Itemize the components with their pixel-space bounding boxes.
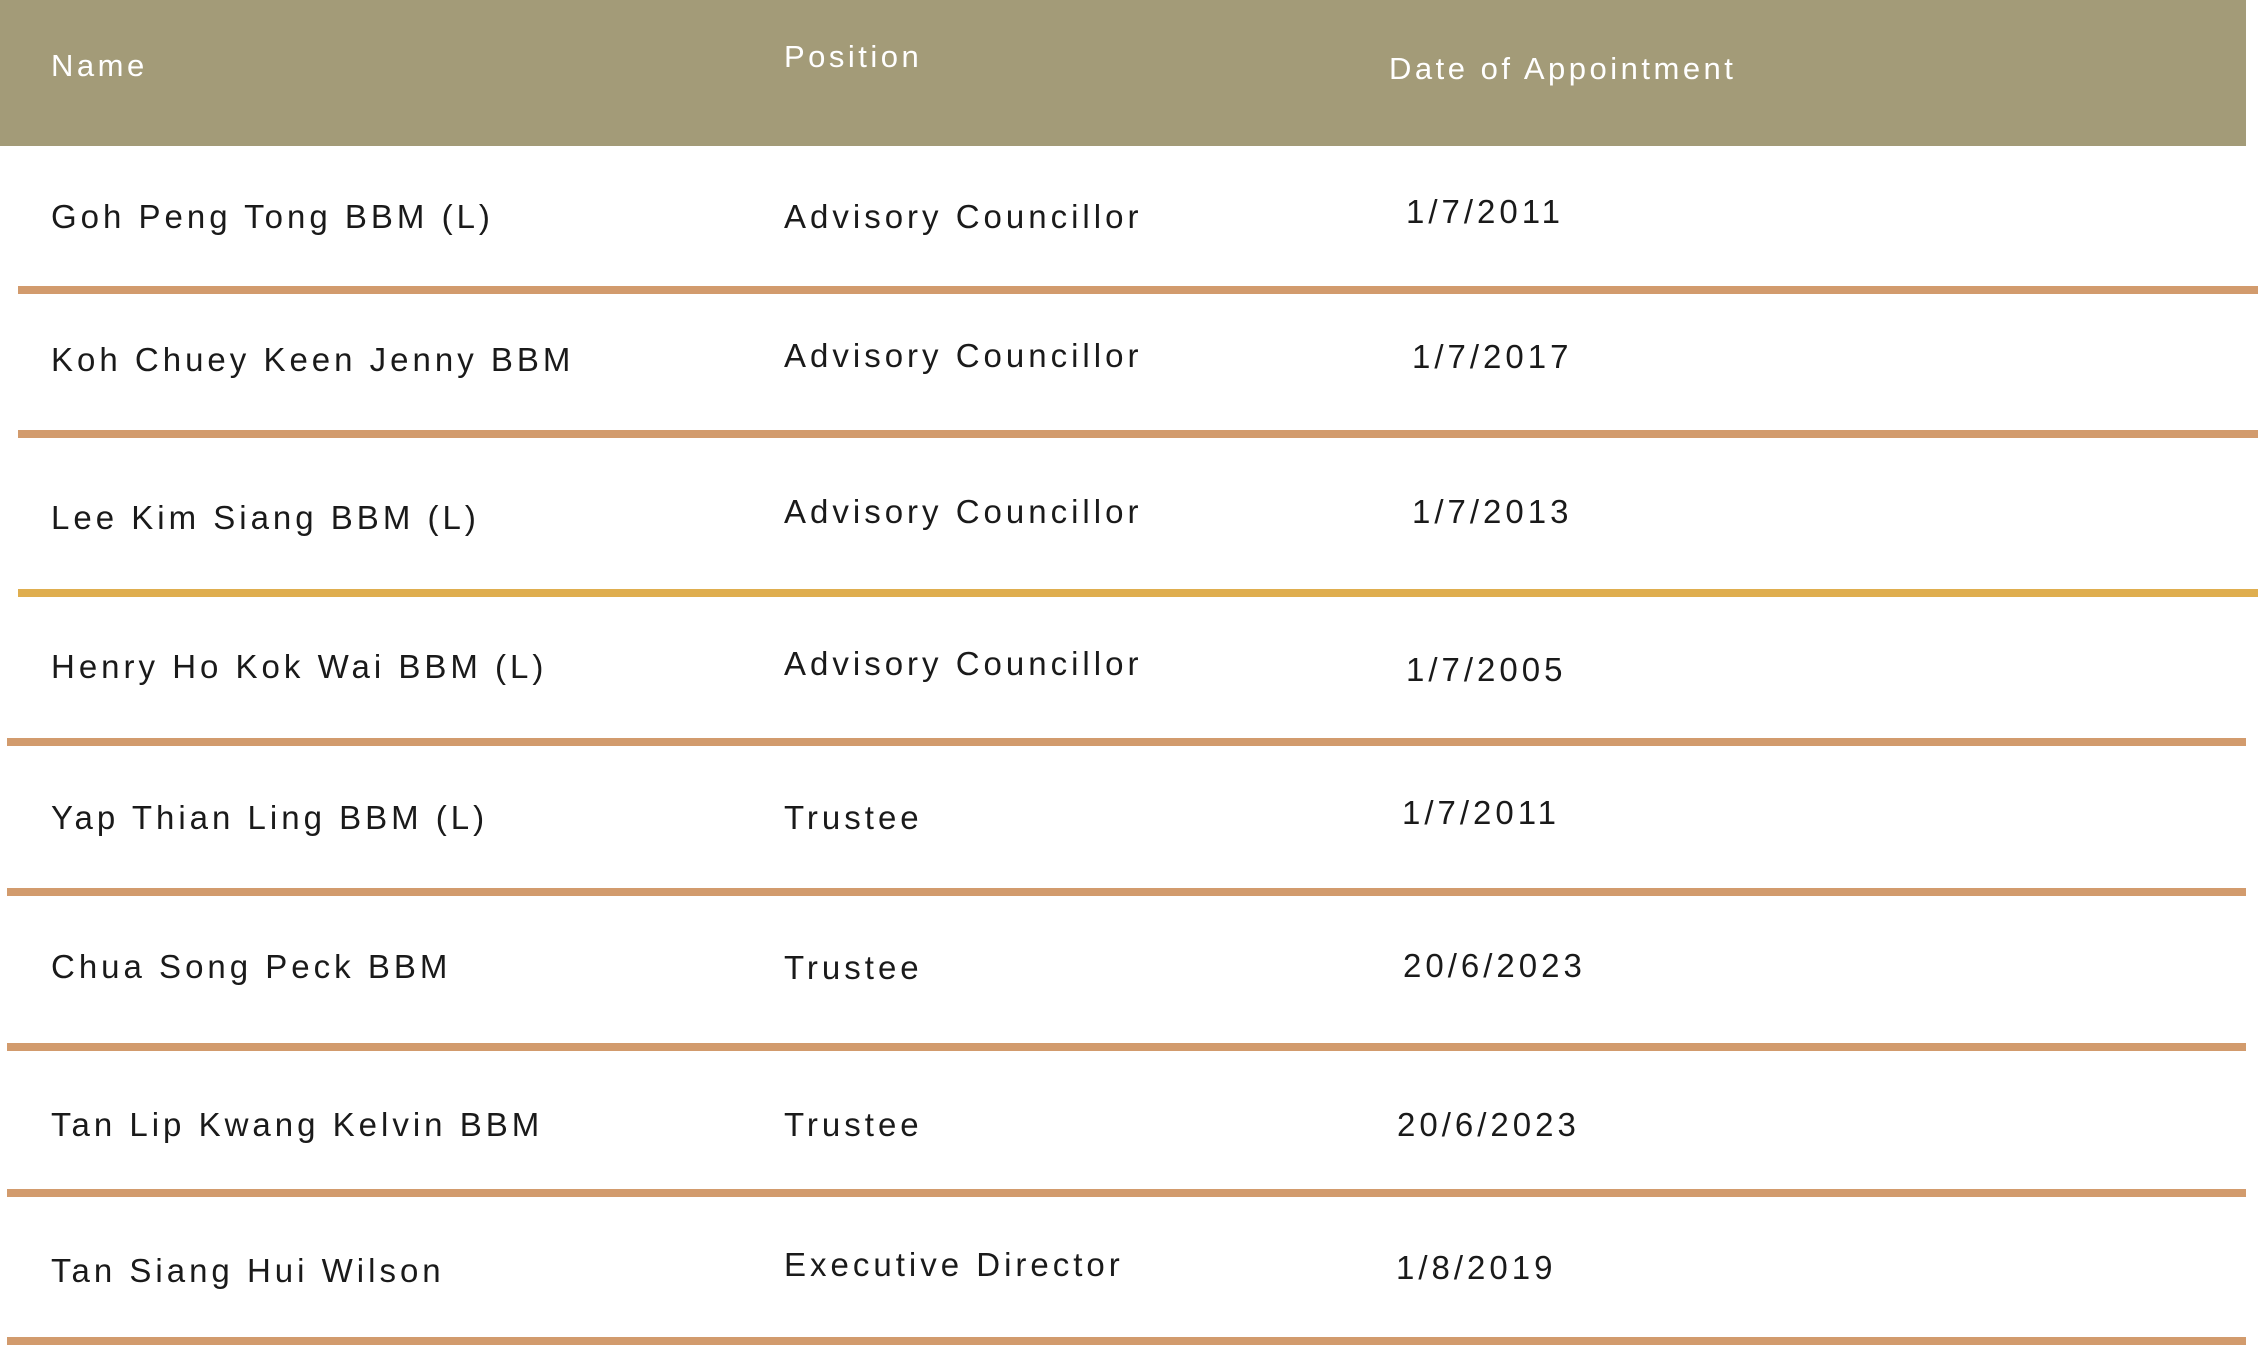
table-row-name: Chua Song Peck BBM — [51, 948, 452, 985]
table-row-date: 20/6/2023 — [1403, 947, 1586, 984]
row-divider — [7, 1337, 2246, 1345]
table-row-date: 1/7/2011 — [1402, 794, 1561, 831]
table-row-name: Tan Lip Kwang Kelvin BBM — [51, 1106, 544, 1143]
table-row-position: Trustee — [784, 799, 923, 836]
table-row-name: Goh Peng Tong BBM (L) — [51, 198, 494, 235]
row-divider — [7, 1043, 2246, 1051]
header-date-of-appointment: Date of Appointment — [1389, 51, 1737, 86]
row-divider — [18, 430, 2258, 438]
header-position: Position — [784, 39, 923, 74]
table-row-date: 1/8/2019 — [1396, 1249, 1557, 1286]
table-row-date: 1/7/2013 — [1412, 493, 1573, 530]
table-row-date: 20/6/2023 — [1397, 1106, 1580, 1143]
table-row-date: 1/7/2005 — [1406, 651, 1567, 688]
table-row-position: Advisory Councillor — [784, 493, 1143, 530]
table-row-name: Koh Chuey Keen Jenny BBM — [51, 341, 575, 378]
row-divider — [18, 286, 2258, 294]
row-divider — [7, 738, 2246, 746]
table-row-position: Advisory Councillor — [784, 645, 1143, 682]
row-divider-accent — [18, 589, 2258, 597]
table-row-date: 1/7/2011 — [1406, 193, 1565, 230]
table-row-name: Lee Kim Siang BBM (L) — [51, 499, 480, 536]
row-divider — [7, 888, 2246, 896]
row-divider — [7, 1189, 2246, 1197]
table-row-name: Henry Ho Kok Wai BBM (L) — [51, 648, 548, 685]
table-row-date: 1/7/2017 — [1412, 338, 1573, 375]
header-name: Name — [51, 48, 148, 83]
table-row-position: Advisory Councillor — [784, 337, 1143, 374]
table-header — [0, 0, 2246, 146]
table-row-position: Trustee — [784, 1106, 923, 1143]
table-row-position: Trustee — [784, 949, 923, 986]
table-row-position: Executive Director — [784, 1246, 1124, 1283]
table-row-name: Tan Siang Hui Wilson — [51, 1252, 445, 1289]
table-row-name: Yap Thian Ling BBM (L) — [51, 799, 489, 836]
table-row-position: Advisory Councillor — [784, 198, 1143, 235]
